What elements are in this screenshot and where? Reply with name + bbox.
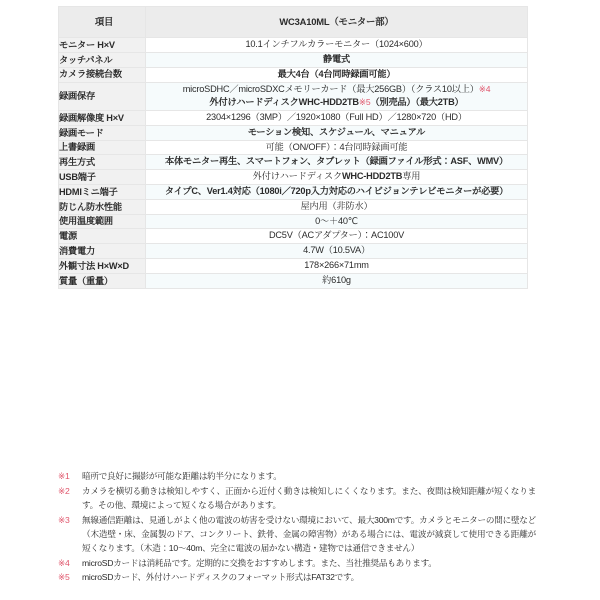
row-value: タイプC、Ver1.4対応（1080i／720p入力対応のハイビジョンテレビモニターが必要） bbox=[146, 185, 528, 200]
table-body bbox=[59, 7, 528, 289]
row-label: カメラ接続台数 bbox=[59, 67, 146, 82]
storage-line1-text: microSDHC／microSDXCメモリーカード（最大256GB）（クラス10以上） bbox=[182, 83, 479, 94]
row-label: 質量（重量） bbox=[59, 273, 146, 288]
row-label: 電源 bbox=[59, 229, 146, 244]
row-value bbox=[146, 82, 528, 111]
row-value: 0〜＋40℃ bbox=[146, 214, 528, 229]
row-label: 録画解像度 H×V bbox=[59, 111, 146, 126]
usb-prefix: 外付けハードディスク bbox=[252, 171, 342, 182]
footnote-text: microSDカードは消耗品です。定期的に交換をおすすめします。また、当社推奨品もあります。 bbox=[82, 557, 437, 568]
row-value bbox=[146, 170, 528, 185]
footnote-mark-5: ※5 bbox=[358, 97, 371, 108]
table-row bbox=[59, 185, 528, 200]
row-value: 約610g bbox=[146, 273, 528, 288]
table-row bbox=[59, 38, 528, 53]
footnote-item bbox=[58, 485, 536, 513]
table-row bbox=[59, 52, 528, 67]
table-row-usb bbox=[59, 170, 528, 185]
row-value: 最大4台（4台同時録画可能） bbox=[146, 67, 528, 82]
row-label: 外観寸法 H×W×D bbox=[59, 259, 146, 274]
row-value: モーション検知、スケジュール、マニュアル bbox=[146, 125, 528, 140]
row-value: 本体モニター再生、スマートフォン、タブレット（録画ファイル形式：ASF、WMV） bbox=[146, 155, 528, 170]
row-label: USB端子 bbox=[59, 170, 146, 185]
table-row-storage bbox=[59, 82, 528, 111]
footnote-mark-4: ※4 bbox=[478, 83, 491, 94]
row-label: 録画モード bbox=[59, 125, 146, 140]
usb-model: WHC-HDD2TB bbox=[341, 171, 403, 182]
footnote-number: ※2 bbox=[58, 485, 70, 496]
row-value: 178×266×71mm bbox=[146, 259, 528, 274]
row-label: モニター H×V bbox=[59, 38, 146, 53]
footnote-number: ※5 bbox=[58, 572, 70, 583]
table-row bbox=[59, 199, 528, 214]
footnote-number: ※1 bbox=[58, 471, 70, 481]
footnote-item bbox=[58, 470, 536, 484]
row-label: 消費電力 bbox=[59, 244, 146, 259]
row-value: DC5V（ACアダプター）：AC100V bbox=[146, 229, 528, 244]
row-value: 10.1インチフルカラーモニター（1024×600） bbox=[146, 38, 528, 53]
row-label: 録画保存 bbox=[59, 82, 146, 111]
row-label: HDMIミニ端子 bbox=[59, 185, 146, 200]
row-value: 4.7W（10.5VA） bbox=[146, 244, 528, 259]
table-row bbox=[59, 259, 528, 274]
row-label: タッチパネル bbox=[59, 52, 146, 67]
specification-table bbox=[58, 6, 528, 289]
table-row bbox=[59, 67, 528, 82]
table-row bbox=[59, 273, 528, 288]
footnote-item bbox=[58, 514, 536, 556]
footnote-item bbox=[58, 571, 536, 585]
footnote-text: カメラを横切る動きは検知しやすく、正面から近付く動きは検知しにくくなります。また、夜間は検知距離が短くなります。その他、環境によって短くなる場合があります。 bbox=[82, 485, 536, 510]
row-label: 使用温度範囲 bbox=[59, 214, 146, 229]
header-cell-item: 項目 bbox=[59, 7, 146, 38]
usb-suffix: 専用 bbox=[402, 171, 421, 182]
row-value: 2304×1296（3MP）／1920×1080（Full HD）／1280×720（HD） bbox=[146, 111, 528, 126]
table-row bbox=[59, 214, 528, 229]
table-row bbox=[59, 244, 528, 259]
row-label: 上書録画 bbox=[59, 140, 146, 155]
footnotes-list bbox=[58, 470, 536, 586]
footnote-item bbox=[58, 557, 536, 571]
footnote-text: 暗所で良好に撮影が可能な距離は約半分になります。 bbox=[82, 471, 282, 481]
table-row bbox=[59, 111, 528, 126]
footnote-number: ※3 bbox=[58, 514, 70, 525]
table-header-row bbox=[59, 7, 528, 38]
header-cell-model: WC3A10ML（モニター部） bbox=[146, 7, 528, 38]
row-value: 静電式 bbox=[146, 52, 528, 67]
row-label: 再生方式 bbox=[59, 155, 146, 170]
table-row bbox=[59, 125, 528, 140]
storage-line2-model: WHC-HDD2TB bbox=[298, 97, 359, 108]
storage-line2-suffix: （別売品）（最大2TB） bbox=[370, 97, 464, 108]
table-row bbox=[59, 140, 528, 155]
footnote-number: ※4 bbox=[58, 557, 70, 568]
table-row bbox=[59, 155, 528, 170]
row-value: 屋内用（非防水） bbox=[146, 199, 528, 214]
storage-line2-prefix: 外付けハードディスク bbox=[209, 97, 299, 108]
table-row bbox=[59, 229, 528, 244]
footnote-text: 無線通信距離は、見通しがよく他の電波の妨害を受けない環境において、最大300mです。カメラとモニターの間に壁など（木造壁・床、金属製のドア、コンクリート、鉄骨、金属の障害物）がある場合には、電波が減衰して使用できる距離が短くなります。（木造：10〜40m、完全に電波の届かない構造・建物では通信できません） bbox=[82, 514, 536, 553]
footnote-text: microSDカード、外付けハードディスクのフォーマット形式はFAT32です。 bbox=[82, 572, 359, 583]
row-label: 防じん防水性能 bbox=[59, 199, 146, 214]
row-value: 可能（ON/OFF）：4台同時録画可能 bbox=[146, 140, 528, 155]
